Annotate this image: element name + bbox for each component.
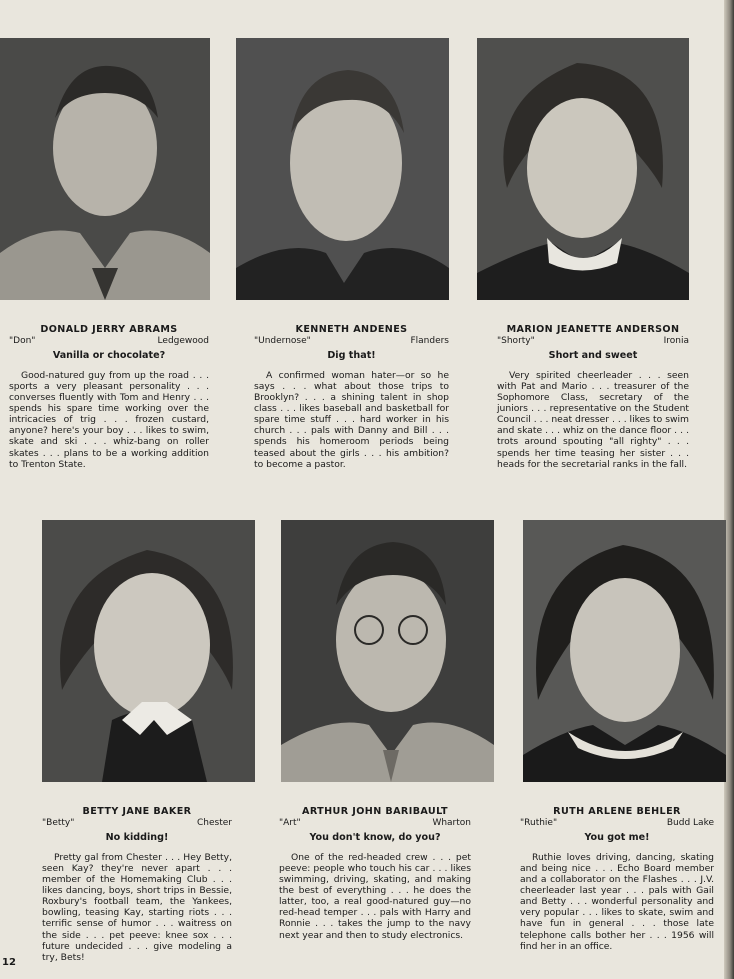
entry-arthur-baribault bbox=[279, 806, 471, 941]
student-motto: No kidding! bbox=[105, 831, 169, 843]
student-nickname: "Art" bbox=[279, 818, 301, 829]
student-nickname: "Undernose" bbox=[254, 336, 311, 347]
student-bio: Pretty gal from Chester . . . Hey Betty, seen Kay? they're never apart . . . member of the Homemaking Club . . . likes dancing, boys, short trips in Bessie, Roxbury's football team, the Yankees, bowling, teasing Kay, starting riots . . . terrific sense of humor . . . waitress on the side . . . pet peeve: knee sox . . . future undecided . . . give modeling a try, Bets! bbox=[42, 851, 232, 963]
student-motto: You got me! bbox=[584, 831, 650, 843]
photo-donald-abrams bbox=[0, 38, 210, 300]
student-bio: A confirmed woman hater—or so he says . . . what about those trips to Brooklyn? . . . a shining talent in shop class . . . likes baseball and basketball for spare time stuff . . . hard worker in his church . . . pals with Danny and Bill . . . spends his homeroom periods being teased about the girls . . . his ambition? to become a pastor. bbox=[254, 369, 449, 470]
photo-arthur-baribault bbox=[281, 520, 494, 782]
student-town: Ledgewood bbox=[157, 336, 209, 347]
student-town: Ironia bbox=[663, 336, 689, 347]
student-motto: Dig that! bbox=[327, 349, 376, 361]
photo-kenneth-andenes bbox=[236, 38, 449, 300]
student-motto: Vanilla or chocolate? bbox=[52, 349, 166, 361]
student-bio: Very spirited cheerleader . . . seen with Pat and Mario . . . treasurer of the Sophomore Class, secretary of the juniors . . . representative on the Student Council . . . neat dresser . . . likes to swim and skate . . . whiz on the dance floor . . . trots around spouting "all righty" . . . spends her time teasing her sister . . . heads for the secretarial ranks in the fall. bbox=[497, 369, 689, 470]
student-nickname: "Don" bbox=[9, 336, 36, 347]
student-town: Wharton bbox=[432, 818, 471, 829]
entry-betty-baker bbox=[42, 806, 232, 963]
student-town: Chester bbox=[197, 818, 232, 829]
entry-kenneth-andenes bbox=[254, 324, 449, 470]
student-name: KENNETH ANDENES bbox=[295, 324, 408, 335]
photo-marion-anderson bbox=[477, 38, 689, 300]
student-name: DONALD JERRY ABRAMS bbox=[40, 324, 178, 335]
student-nickname: "Ruthie" bbox=[520, 818, 558, 829]
photo-betty-baker bbox=[42, 520, 255, 782]
student-name: ARTHUR JOHN BARIBAULT bbox=[302, 806, 448, 817]
student-name: RUTH ARLENE BEHLER bbox=[553, 806, 681, 817]
student-bio: Good-natured guy from up the road . . . sports a very pleasant personality . . . converses fluently with Tom and Henry . . . spends his spare time working over the intricacies of trig . . . frozen custard, anyone? here's your boy . . . likes to swim, skate and ski . . . whiz-bang on roller skates . . . plans to be a working addition to Trenton State. bbox=[9, 369, 209, 470]
page-number: 12 bbox=[2, 957, 16, 968]
entry-marion-anderson bbox=[497, 324, 689, 470]
student-nickname: "Betty" bbox=[42, 818, 75, 829]
book-binding-edge bbox=[724, 0, 734, 979]
entry-donald-abrams bbox=[9, 324, 209, 470]
entry-ruth-behler bbox=[520, 806, 714, 952]
student-motto: You don't know, do you? bbox=[309, 831, 441, 843]
student-bio: One of the red-headed crew . . . pet peeve: people who touch his car . . . likes swimming, driving, skating, and making the best of everything . . . he does the latter, too, a real good-natured guy—no red-head temper . . . pals with Harry and Ronnie . . . takes the jump to the navy next year and then to study electronics. bbox=[279, 851, 471, 941]
student-town: Budd Lake bbox=[666, 818, 714, 829]
student-nickname: "Shorty" bbox=[497, 336, 535, 347]
student-name: MARION JEANETTE ANDERSON bbox=[506, 324, 680, 335]
photo-ruth-behler bbox=[523, 520, 726, 782]
student-motto: Short and sweet bbox=[548, 349, 638, 361]
student-bio: Ruthie loves driving, dancing, skating and being nice . . . Echo Board member and a collaborator on the Flashes . . . J.V. cheerleader last year . . . pals with Gail and Betty . . . wonderful personality and very popular . . . likes to skate, swim and have fun in general . . . those late telephone calls bother her . . . 1956 will find her in an office. bbox=[520, 851, 714, 952]
student-town: Flanders bbox=[410, 336, 449, 347]
student-name: BETTY JANE BAKER bbox=[82, 806, 192, 817]
